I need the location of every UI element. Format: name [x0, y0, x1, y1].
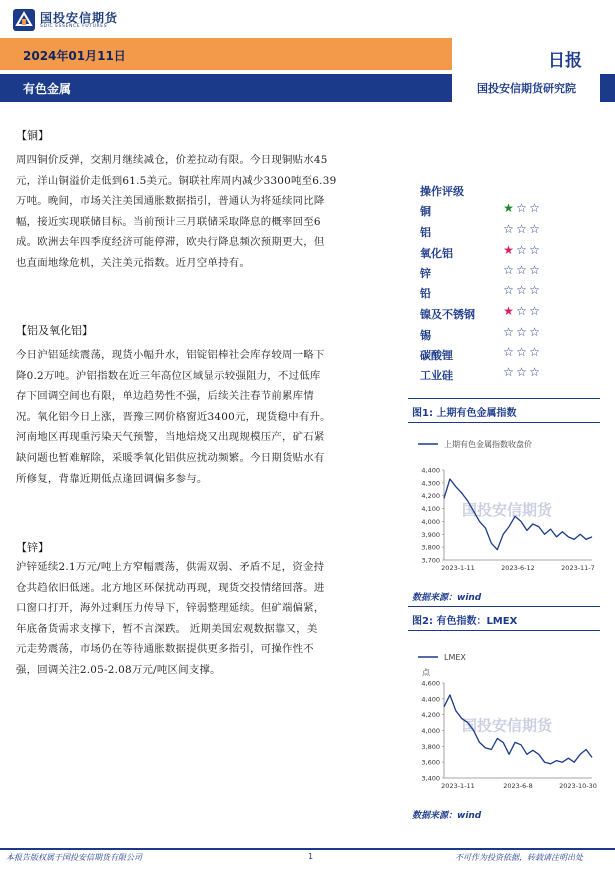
figure-2-source: 数据来源：wind: [412, 811, 482, 821]
rating-name: 铅: [420, 287, 431, 300]
rating-row: [420, 203, 580, 223]
footer-rule: [0, 848, 615, 850]
legend-label: 上期有色金属指数收盘价: [444, 440, 532, 449]
section-body-copper: [16, 150, 388, 274]
y-tick-label: 3,800: [421, 543, 440, 552]
empty-star-icon: ☆: [529, 365, 540, 379]
text-line: 元走势震荡，市场仍在等待通胀数据提供更多指引，可操作性不: [16, 643, 314, 656]
text-line: 今日沪铝延续震荡，现货小幅升水，铝锭铝棒社会库存较周一略下: [16, 349, 325, 361]
y-tick-label: 4,000: [421, 727, 440, 735]
y-tick-label: 3,600: [421, 758, 440, 767]
empty-star-icon: ☆: [503, 365, 514, 379]
y-tick-label: 4,300: [421, 479, 440, 488]
text-line: 缺问题也暂难解除，采暖季氧化铝供应扰动频繁。今日期货贴水有: [16, 451, 325, 464]
rating-name: 锡: [420, 329, 431, 342]
brand-name: 国投安信期货: [40, 11, 119, 25]
empty-star-icon: ☆: [529, 283, 540, 297]
empty-star-icon: ☆: [503, 283, 514, 297]
text-line: 年底备货需求支撑下，暂不言深跌。 近期美国宏观数据靠又，美: [16, 622, 318, 635]
figure-2-title-rule: [408, 630, 600, 631]
rating-stars: [502, 365, 541, 379]
empty-star-icon: ☆: [503, 325, 514, 339]
filled-star-icon: ★: [503, 243, 514, 257]
text-line: 幅，接近实现联储目标。当前预计三月联储采取降息的概率回至6: [16, 215, 321, 228]
filled-star-icon: ★: [503, 201, 514, 215]
empty-star-icon: ☆: [529, 345, 540, 359]
y-tick-label: 4,200: [421, 711, 440, 720]
chart-watermark: 国投安信期货: [462, 501, 553, 519]
x-tick-label: 2023-1-11: [441, 564, 475, 572]
footer-copyright: 本报告版权属于国投安信期货有限公司: [6, 853, 142, 862]
rating-row: [420, 224, 580, 244]
empty-star-icon: ☆: [516, 201, 527, 215]
date-bar: [0, 38, 452, 70]
text-line: 降0.2万吨。沪铝指数在近三年高位区域显示较强阻力，不过低库: [16, 369, 321, 382]
rating-name: 铜: [420, 205, 431, 218]
rating-name: 碳酸锂: [420, 349, 453, 362]
text-line: 口窗口打开，海外过剩压力传导下，锌弱整理延续。但矿端偏紧，: [16, 602, 325, 615]
rating-name: 镍及不锈钢: [420, 308, 475, 321]
empty-star-icon: ☆: [529, 222, 540, 236]
empty-star-icon: ☆: [516, 325, 527, 339]
rating-title: 操作评级: [420, 185, 464, 198]
empty-star-icon: ☆: [503, 263, 514, 277]
sector-title: 有色金属: [23, 82, 72, 96]
rating-stars: [502, 283, 541, 297]
x-tick-label: 2023-11-7: [561, 564, 595, 572]
rating-stars: [502, 201, 541, 215]
axis-unit-label: 点: [422, 668, 430, 677]
empty-star-icon: ☆: [516, 304, 527, 318]
y-tick-label: 3,800: [421, 742, 440, 751]
rating-row: [420, 285, 580, 305]
empty-star-icon: ☆: [529, 325, 540, 339]
y-tick-label: 3,900: [421, 530, 440, 539]
y-tick-label: 4,400: [421, 695, 440, 704]
figure-1-title-rule: [408, 422, 600, 423]
rating-row: [420, 265, 580, 285]
section-heading-copper: 【铜】: [16, 129, 49, 142]
x-tick-label: 2023-10-30: [559, 782, 597, 790]
empty-star-icon: ☆: [529, 304, 540, 318]
rating-stars: [502, 263, 541, 277]
report-date: 2024年01月11日: [23, 49, 126, 63]
y-tick-label: 4,100: [421, 505, 440, 514]
empty-star-icon: ☆: [516, 283, 527, 297]
rating-row: [420, 245, 580, 265]
text-line: 存下回调空间也有限，单边趋势性不强，后续关注春节前累库情: [16, 390, 314, 403]
footer-disclaimer: 不可作为投资依据，转载请注明出处: [455, 853, 583, 862]
figure-1-top-rule: [408, 398, 600, 399]
y-tick-label: 4,400: [421, 466, 440, 475]
section-body-zinc: [16, 557, 388, 681]
chart-watermark: 国投安信期货: [462, 716, 553, 735]
text-line: 所修复，背靠近期低点逢回调偏多参与。: [16, 472, 208, 485]
x-tick-label: 2023-1-11: [441, 782, 475, 790]
brand-logo: [12, 8, 119, 34]
report-type: 日报: [548, 51, 582, 71]
text-line: 周四铜价反弹，交割月继续减仓，价差拉动有限。今日现铜贴水45: [16, 154, 328, 166]
rating-name: 铝: [420, 226, 431, 239]
brand-logo-icon: [12, 8, 36, 32]
y-tick-label: 3,400: [421, 774, 440, 783]
rating-name: 锌: [420, 267, 431, 280]
chart-lmex-index: [408, 645, 600, 800]
empty-star-icon: ☆: [516, 365, 527, 379]
text-line: 强，回调关注2.05-2.08万元/吨区间支撑。: [16, 663, 221, 676]
y-tick-label: 4,000: [421, 517, 440, 526]
text-line: 仓共趋依旧低迷。北方地区环保扰动再现，现货交投情绪回落。进: [16, 581, 325, 594]
institute-name: 国投安信期货研究院: [477, 82, 576, 95]
empty-star-icon: ☆: [516, 222, 527, 236]
rating-stars: [502, 325, 541, 339]
empty-star-icon: ☆: [516, 263, 527, 277]
rating-name: 氧化铝: [420, 247, 453, 260]
y-tick-label: 4,200: [421, 492, 440, 501]
rating-stars: [502, 243, 541, 257]
brand-name-en: SDIC ESSENCE FUTURES: [40, 24, 108, 29]
rating-row: [420, 347, 580, 367]
page-number: 1: [308, 852, 314, 861]
figure-1-source: 数据来源：wind: [412, 593, 482, 603]
y-tick-label: 4,600: [421, 679, 440, 688]
text-line: 元，洋山铜溢价走低到61.5美元。铜联社库周内减少3300吨至6.39: [16, 174, 337, 187]
rating-row: [420, 306, 580, 326]
x-tick-label: 2023-6-8: [503, 782, 533, 790]
x-tick-label: 2023-6-12: [501, 564, 535, 572]
text-line: 成。欧洲去年四季度经济可能停滞，欧央行降息频次预期更大，但: [16, 236, 325, 249]
empty-star-icon: ☆: [529, 201, 540, 215]
empty-star-icon: ☆: [516, 243, 527, 257]
figure-2-title: 图2: 有色指数：LMEX: [412, 616, 518, 627]
rating-row: [420, 367, 580, 387]
rating-stars: [502, 304, 541, 318]
text-line: 况。氧化铝今日上涨，晋豫三网价格窗近3400元，现货稳中有升。: [16, 410, 331, 423]
rating-stars: [502, 222, 541, 236]
figure-1-title: 图1: 上期有色金属指数: [412, 408, 517, 419]
text-line: 也直面地缘危机，关注美元指数。近月空单持有。: [16, 256, 251, 269]
section-heading-zinc: 【锌】: [16, 541, 49, 554]
empty-star-icon: ☆: [503, 345, 514, 359]
empty-star-icon: ☆: [529, 263, 540, 277]
section-heading-aluminium: 【铝及氧化铝】: [16, 324, 93, 337]
text-line: 河南地区再现重污染天气预警，当地焙烧又出现规模压产，矿石紧: [16, 431, 325, 444]
legend-label: LMEX: [444, 653, 466, 662]
rating-row: [420, 327, 580, 347]
empty-star-icon: ☆: [529, 243, 540, 257]
chart-shfe-nonferrous-index: [408, 432, 600, 582]
empty-star-icon: ☆: [516, 345, 527, 359]
empty-star-icon: ☆: [503, 222, 514, 236]
text-line: 沪锌延续2.1万元/吨上方窄幅震荡，供需双弱、矛盾不足，资金持: [16, 561, 325, 573]
rating-stars: [502, 345, 541, 359]
text-line: 万吨。晚间，市场关注美国通胀数据指引，普通认为将延续同比降: [16, 195, 325, 208]
y-tick-label: 3,700: [421, 556, 440, 565]
figure-2-top-rule: [408, 606, 600, 607]
filled-star-icon: ★: [503, 304, 514, 318]
section-body-aluminium: [16, 345, 388, 489]
rating-name: 工业硅: [420, 369, 453, 382]
